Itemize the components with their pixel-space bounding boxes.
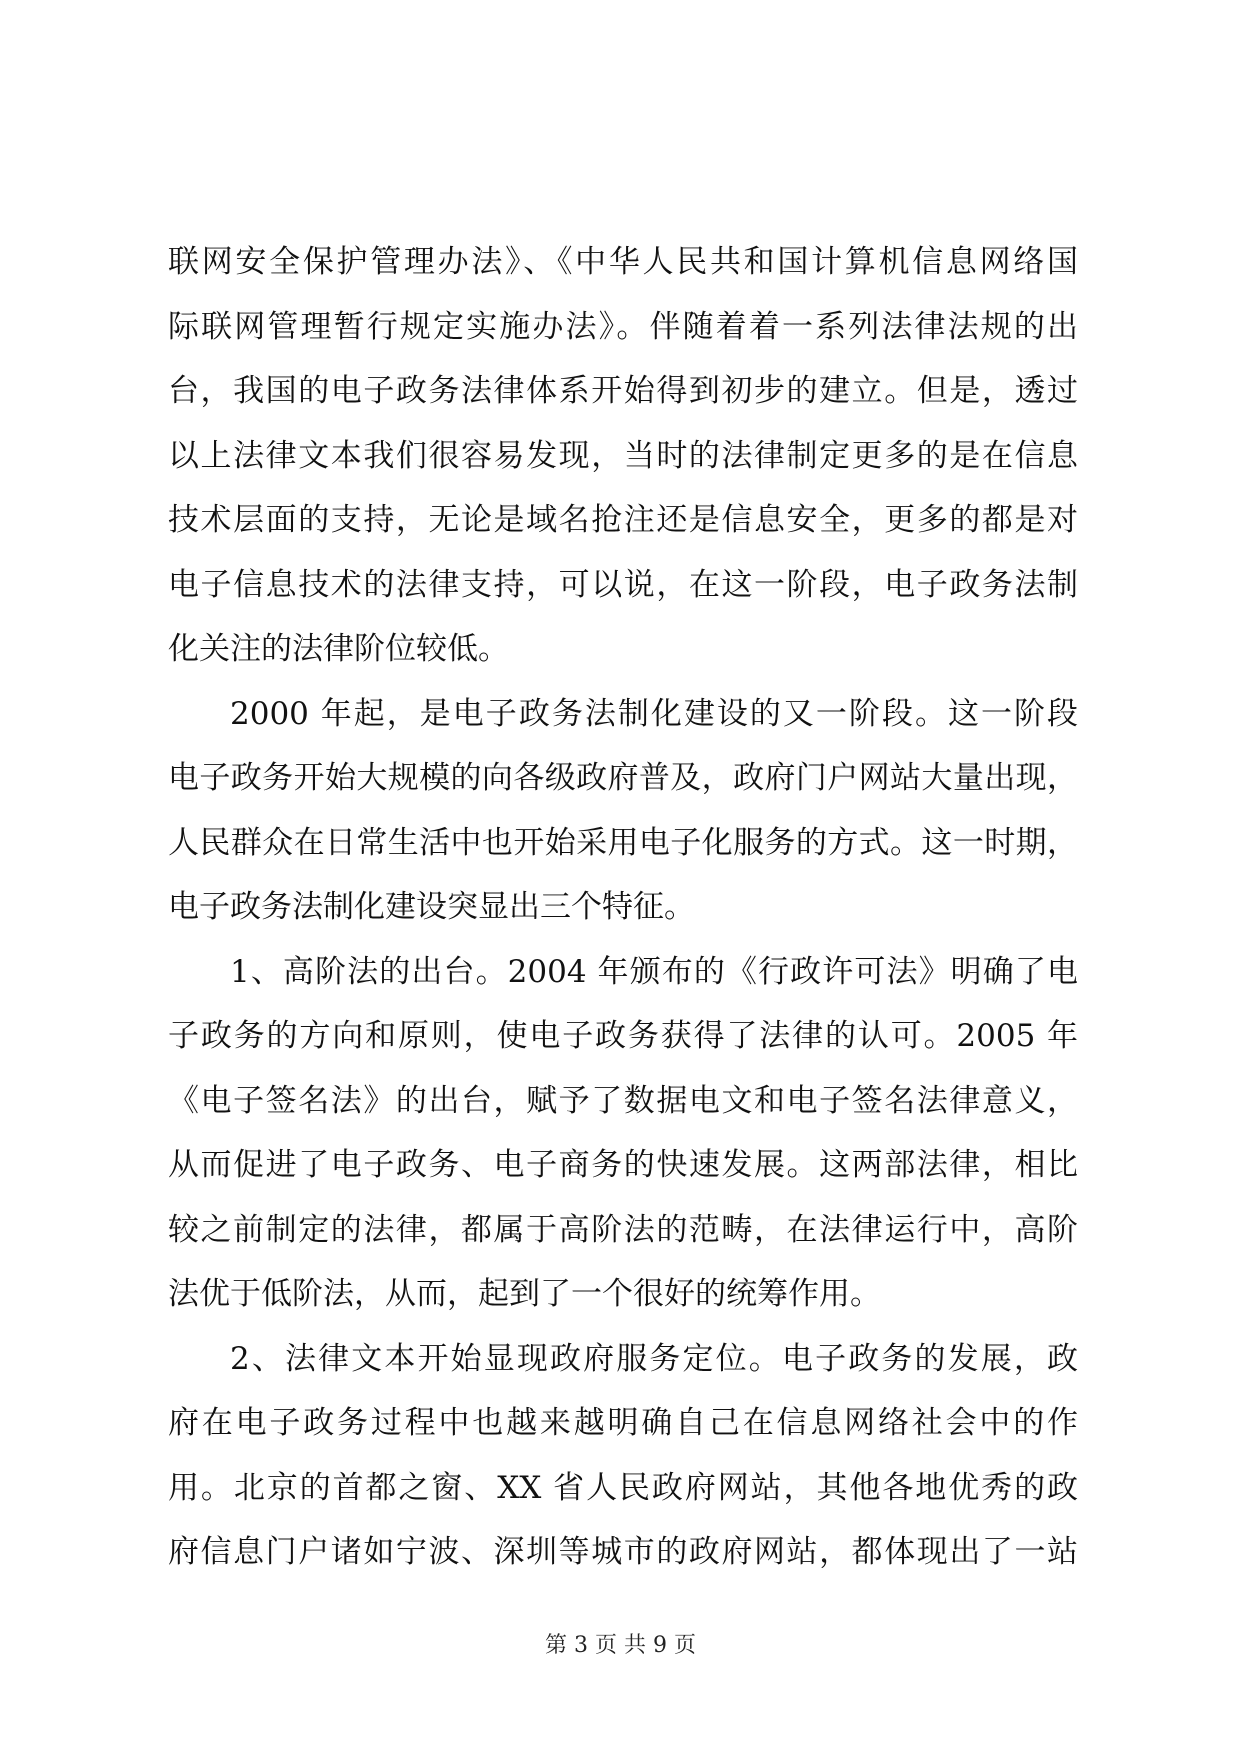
text-line: 以上法律文本我们很容易发现，当时的法律制定更多的是在信息 xyxy=(168,437,1078,474)
text-line: 从而促进了电子政务、电子商务的快速发展。这两部法律，相比 xyxy=(168,1147,1078,1183)
text-line: 较之前制定的法律，都属于高阶法的范畴，在法律运行中，高阶 xyxy=(168,1211,1078,1248)
text-line: 2、法律文本开始显现政府服务定位。电子政务的发展，政 xyxy=(230,1340,1078,1377)
text-line: 《电子签名法》的出台，赋予了数据电文和电子签名法律意义， xyxy=(168,1082,1078,1119)
text-line: 人民群众在日常生活中也开始采用电子化服务的方式。这一时期， xyxy=(168,824,1078,861)
page-number-label: 第 3 页 共 9 页 xyxy=(545,1633,696,1658)
paragraph-2 xyxy=(168,682,1078,940)
text-line: 1、高阶法的出台。2004 年颁布的《行政许可法》明确了电 xyxy=(230,953,1078,990)
text-line: 电子政务开始大规模的向各级政府普及，政府门户网站大量出现， xyxy=(168,760,1078,796)
text-line: 子政务的方向和原则，使电子政务获得了法律的认可。2005 年 xyxy=(168,1018,1078,1054)
text-line: 用。北京的首都之窗、XX 省人民政府网站，其他各地优秀的政 xyxy=(168,1469,1078,1506)
text-line: 联网安全保护管理办法》、《中华人民共和国计算机信息网络国 xyxy=(168,244,1078,280)
text-line: 化关注的法律阶位较低。 xyxy=(168,631,509,667)
text-line: 电子信息技术的法律支持，可以说，在这一阶段，电子政务法制 xyxy=(168,566,1078,603)
text-line: 技术层面的支持，无论是域名抢注还是信息安全，更多的都是对 xyxy=(168,502,1078,538)
document-body xyxy=(168,230,1078,1585)
paragraph-3 xyxy=(168,940,1078,1327)
text-line: 际联网管理暂行规定实施办法》。伴随着着一系列法律法规的出 xyxy=(168,308,1078,345)
text-line: 电子政务法制化建设突显出三个特征。 xyxy=(168,889,695,925)
text-line: 法优于低阶法，从而，起到了一个很好的统筹作用。 xyxy=(168,1276,881,1312)
paragraph-4 xyxy=(168,1327,1078,1585)
text-line: 2000 年起，是电子政务法制化建设的又一阶段。这一阶段 xyxy=(230,695,1078,732)
text-line: 府在电子政务过程中也越来越明确自己在信息网络社会中的作 xyxy=(168,1405,1078,1441)
text-line: 台，我国的电子政务法律体系开始得到初步的建立。但是，透过 xyxy=(168,373,1078,409)
page-footer xyxy=(0,1628,1241,1659)
paragraph-1 xyxy=(168,230,1078,682)
text-line: 府信息门户诸如宁波、深圳等城市的政府网站，都体现出了一站 xyxy=(168,1534,1078,1570)
